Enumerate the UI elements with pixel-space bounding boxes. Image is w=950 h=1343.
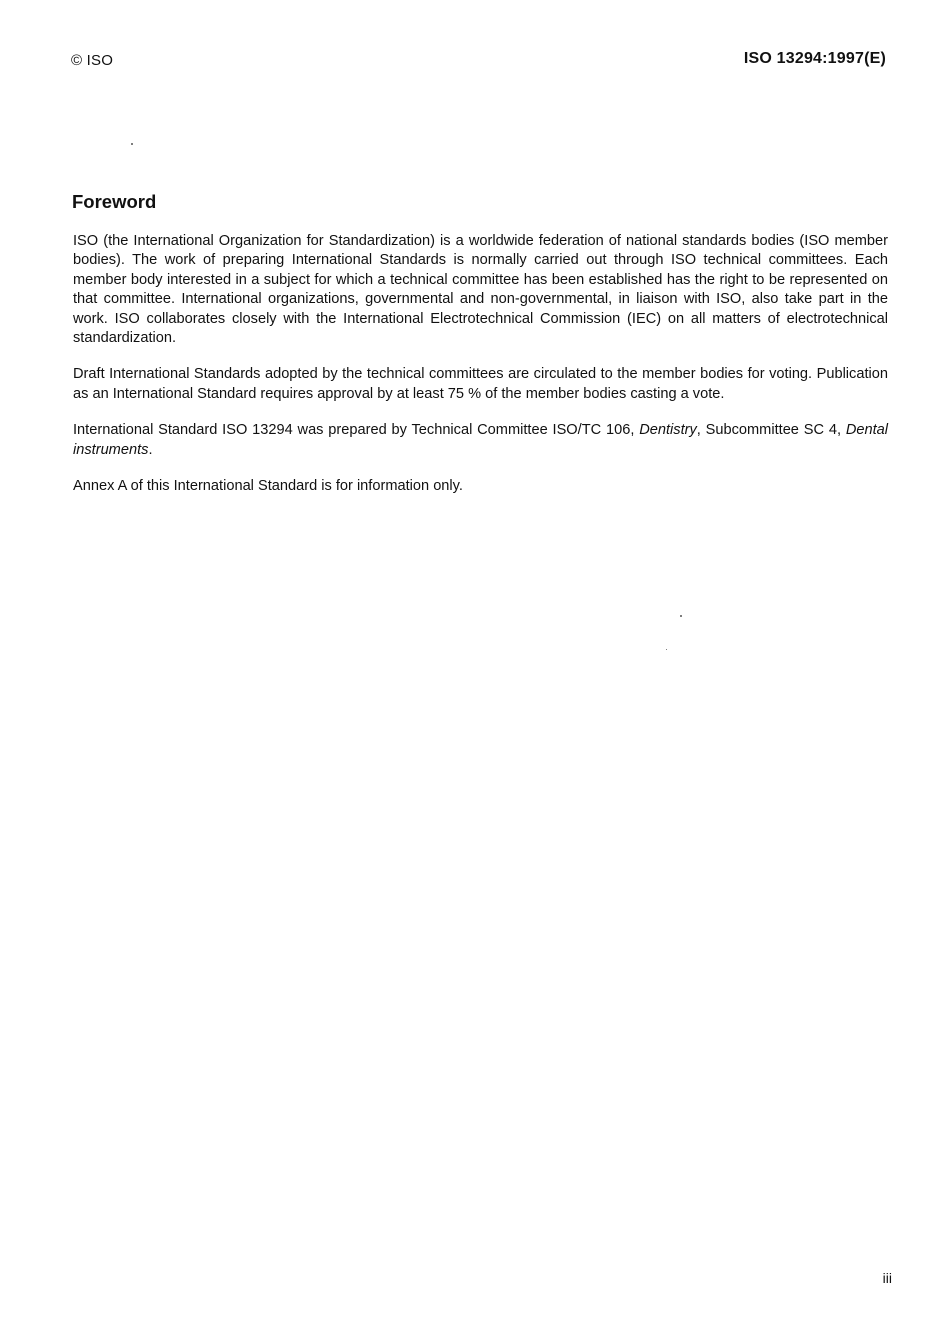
scan-speck	[131, 143, 133, 145]
section-title: Foreword	[72, 191, 157, 212]
paragraph-iso-description: ISO (the International Organization for Standardization) is a worldwide federation of national standards bodies (ISO member bodies). The work of preparing International Standards is normally carried out through ISO technical committees. Each member body interested in a subject for which a technical committee has been established has the right to be represented on that committee. International organizations, governmental and non-governmental, in liaison with ISO, also take part in the work. ISO collaborates closely with the International Electrotechnical Commission (IEC) on all matters of electrotechnical standardization.	[73, 233, 888, 347]
page-number: iii	[882, 1270, 892, 1286]
preparation-text: International Standard ISO 13294 was prepared by Technical Committee ISO/TC 106,	[73, 422, 640, 439]
scan-speck	[666, 649, 667, 650]
paragraph-draft-standards: Draft International Standards adopted by the technical committees are circulated to the member bodies for voting. Publication as an International Standard requires approval by at least 75 % of the member bodies casting a vote.	[73, 366, 888, 402]
foreword-body	[73, 232, 888, 513]
preparation-text-end: .	[148, 441, 153, 458]
scan-speck	[680, 615, 682, 617]
preparation-text-cont: , Subcommittee SC 4,	[696, 422, 846, 439]
subcommittee-name: Dental instruments	[73, 422, 889, 458]
copyright-notice: © ISO	[71, 52, 114, 69]
paragraph-annex-note: Annex A of this International Standard is for information only.	[73, 478, 463, 495]
committee-name: Dentistry	[639, 422, 697, 439]
paragraph-preparation	[73, 421, 888, 460]
document-identifier: ISO 13294:1997(E)	[743, 50, 886, 67]
